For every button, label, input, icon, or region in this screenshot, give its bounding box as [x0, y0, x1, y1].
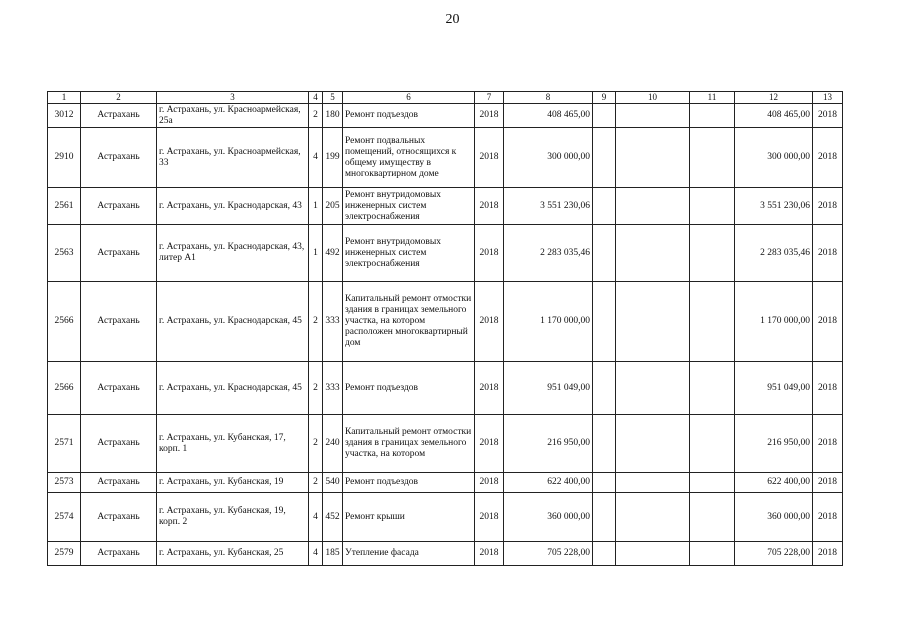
cell-col-9-value	[593, 415, 616, 473]
cell-amount: 216 950,00	[504, 415, 593, 473]
cell-address: г. Астрахань, ул. Краснодарская, 45	[157, 282, 309, 362]
cell-col-10-value	[616, 128, 690, 188]
cell-col-11-value	[690, 225, 735, 282]
cell-col-9-value	[593, 473, 616, 493]
column-header: 8	[504, 92, 593, 104]
column-header: 5	[323, 92, 343, 104]
column-header: 3	[157, 92, 309, 104]
cell-work-type: Капитальный ремонт отмостки здания в границах земельного участка, на котором расположен многоквартирный дом	[343, 282, 475, 362]
cell-amount: 1 170 000,00	[504, 282, 593, 362]
table-row	[48, 104, 843, 128]
cell-col-10-value	[616, 225, 690, 282]
cell-col-5-value: 199	[323, 128, 343, 188]
table-body	[48, 104, 843, 566]
cell-city: Астрахань	[81, 104, 157, 128]
cell-amount: 951 049,00	[504, 362, 593, 415]
cell-city: Астрахань	[81, 225, 157, 282]
cell-amount: 300 000,00	[504, 128, 593, 188]
cell-year: 2018	[475, 362, 504, 415]
cell-col-10-value	[616, 282, 690, 362]
cell-row-id: 2566	[48, 362, 81, 415]
cell-col-5-value: 540	[323, 473, 343, 493]
cell-col-5-value: 185	[323, 542, 343, 566]
cell-col-4-value: 4	[309, 542, 323, 566]
column-header: 1	[48, 92, 81, 104]
cell-total-amount: 216 950,00	[735, 415, 813, 473]
cell-col-4-value: 2	[309, 415, 323, 473]
cell-col-13-year: 2018	[813, 104, 843, 128]
capital-repair-table	[47, 91, 843, 566]
page-number: 20	[445, 12, 460, 27]
cell-total-amount: 408 465,00	[735, 104, 813, 128]
cell-total-amount: 622 400,00	[735, 473, 813, 493]
cell-year: 2018	[475, 188, 504, 225]
cell-work-type: Ремонт крыши	[343, 493, 475, 542]
column-header: 2	[81, 92, 157, 104]
cell-row-id: 2566	[48, 282, 81, 362]
cell-work-type: Ремонт подвальных помещений, относящихся к общему имуществу в многоквартирном доме	[343, 128, 475, 188]
cell-total-amount: 2 283 035,46	[735, 225, 813, 282]
cell-row-id: 2571	[48, 415, 81, 473]
cell-total-amount: 360 000,00	[735, 493, 813, 542]
cell-col-4-value: 4	[309, 128, 323, 188]
cell-row-id: 2561	[48, 188, 81, 225]
cell-total-amount: 951 049,00	[735, 362, 813, 415]
cell-col-11-value	[690, 473, 735, 493]
cell-address: г. Астрахань, ул. Кубанская, 19, корп. 2	[157, 493, 309, 542]
header-row	[48, 92, 843, 104]
cell-col-4-value: 2	[309, 473, 323, 493]
cell-address: г. Астрахань, ул. Краснодарская, 45	[157, 362, 309, 415]
column-header: 9	[593, 92, 616, 104]
cell-total-amount: 300 000,00	[735, 128, 813, 188]
cell-col-11-value	[690, 104, 735, 128]
cell-work-type: Ремонт внутридомовых инженерных систем электроснабжения	[343, 225, 475, 282]
cell-col-10-value	[616, 493, 690, 542]
cell-col-13-year: 2018	[813, 282, 843, 362]
cell-work-type: Утепление фасада	[343, 542, 475, 566]
cell-city: Астрахань	[81, 282, 157, 362]
cell-city: Астрахань	[81, 128, 157, 188]
cell-col-5-value: 205	[323, 188, 343, 225]
cell-col-9-value	[593, 188, 616, 225]
table-row	[48, 225, 843, 282]
cell-col-4-value: 2	[309, 362, 323, 415]
cell-city: Астрахань	[81, 473, 157, 493]
cell-col-10-value	[616, 415, 690, 473]
cell-col-13-year: 2018	[813, 362, 843, 415]
cell-col-13-year: 2018	[813, 225, 843, 282]
cell-col-5-value: 452	[323, 493, 343, 542]
cell-row-id: 2574	[48, 493, 81, 542]
cell-address: г. Астрахань, ул. Кубанская, 19	[157, 473, 309, 493]
cell-address: г. Астрахань, ул. Красноармейская, 25а	[157, 104, 309, 128]
table-row	[48, 128, 843, 188]
cell-amount: 408 465,00	[504, 104, 593, 128]
cell-city: Астрахань	[81, 415, 157, 473]
cell-col-9-value	[593, 128, 616, 188]
cell-col-13-year: 2018	[813, 128, 843, 188]
cell-address: г. Астрахань, ул. Кубанская, 25	[157, 542, 309, 566]
cell-amount: 2 283 035,46	[504, 225, 593, 282]
cell-col-10-value	[616, 188, 690, 225]
cell-address: г. Астрахань, ул. Краснодарская, 43, литер А1	[157, 225, 309, 282]
cell-address: г. Астрахань, ул. Краснодарская, 43	[157, 188, 309, 225]
cell-col-5-value: 240	[323, 415, 343, 473]
cell-total-amount: 1 170 000,00	[735, 282, 813, 362]
cell-col-4-value: 4	[309, 493, 323, 542]
cell-col-10-value	[616, 362, 690, 415]
cell-col-10-value	[616, 473, 690, 493]
column-header: 6	[343, 92, 475, 104]
table-row	[48, 282, 843, 362]
cell-city: Астрахань	[81, 188, 157, 225]
cell-col-13-year: 2018	[813, 415, 843, 473]
cell-row-id: 2910	[48, 128, 81, 188]
cell-year: 2018	[475, 104, 504, 128]
cell-col-9-value	[593, 225, 616, 282]
cell-col-13-year: 2018	[813, 493, 843, 542]
cell-work-type: Капитальный ремонт отмостки здания в границах земельного участка, на котором	[343, 415, 475, 473]
cell-col-5-value: 333	[323, 282, 343, 362]
cell-col-11-value	[690, 362, 735, 415]
cell-row-id: 2573	[48, 473, 81, 493]
cell-city: Астрахань	[81, 493, 157, 542]
cell-address: г. Астрахань, ул. Красноармейская, 33	[157, 128, 309, 188]
cell-year: 2018	[475, 493, 504, 542]
cell-year: 2018	[475, 282, 504, 362]
cell-row-id: 3012	[48, 104, 81, 128]
cell-col-13-year: 2018	[813, 188, 843, 225]
cell-row-id: 2563	[48, 225, 81, 282]
cell-col-11-value	[690, 282, 735, 362]
column-header: 13	[813, 92, 843, 104]
cell-col-4-value: 2	[309, 282, 323, 362]
cell-col-10-value	[616, 542, 690, 566]
cell-col-9-value	[593, 542, 616, 566]
table-row	[48, 188, 843, 225]
cell-col-11-value	[690, 493, 735, 542]
cell-year: 2018	[475, 415, 504, 473]
table-row	[48, 362, 843, 415]
cell-col-4-value: 2	[309, 104, 323, 128]
cell-amount: 360 000,00	[504, 493, 593, 542]
table-row	[48, 415, 843, 473]
cell-year: 2018	[475, 128, 504, 188]
cell-city: Астрахань	[81, 362, 157, 415]
column-header: 4	[309, 92, 323, 104]
cell-col-11-value	[690, 542, 735, 566]
cell-year: 2018	[475, 542, 504, 566]
cell-col-11-value	[690, 188, 735, 225]
cell-col-5-value: 333	[323, 362, 343, 415]
table-row	[48, 493, 843, 542]
column-header: 11	[690, 92, 735, 104]
table-row	[48, 542, 843, 566]
cell-row-id: 2579	[48, 542, 81, 566]
cell-total-amount: 3 551 230,06	[735, 188, 813, 225]
column-header: 7	[475, 92, 504, 104]
cell-col-9-value	[593, 104, 616, 128]
column-header: 10	[616, 92, 690, 104]
cell-col-10-value	[616, 104, 690, 128]
cell-total-amount: 705 228,00	[735, 542, 813, 566]
cell-work-type: Ремонт подъездов	[343, 104, 475, 128]
cell-col-11-value	[690, 415, 735, 473]
cell-col-9-value	[593, 493, 616, 542]
cell-address: г. Астрахань, ул. Кубанская, 17, корп. 1	[157, 415, 309, 473]
cell-year: 2018	[475, 225, 504, 282]
cell-col-13-year: 2018	[813, 542, 843, 566]
cell-col-13-year: 2018	[813, 473, 843, 493]
column-header: 12	[735, 92, 813, 104]
cell-year: 2018	[475, 473, 504, 493]
cell-work-type: Ремонт подъездов	[343, 362, 475, 415]
cell-col-11-value	[690, 128, 735, 188]
cell-col-4-value: 1	[309, 225, 323, 282]
cell-col-5-value: 180	[323, 104, 343, 128]
cell-col-9-value	[593, 362, 616, 415]
cell-col-4-value: 1	[309, 188, 323, 225]
cell-amount: 705 228,00	[504, 542, 593, 566]
cell-city: Астрахань	[81, 542, 157, 566]
cell-amount: 3 551 230,06	[504, 188, 593, 225]
cell-amount: 622 400,00	[504, 473, 593, 493]
table-row	[48, 473, 843, 493]
cell-work-type: Ремонт внутридомовых инженерных систем электроснабжения	[343, 188, 475, 225]
cell-col-5-value: 492	[323, 225, 343, 282]
cell-col-9-value	[593, 282, 616, 362]
cell-work-type: Ремонт подъездов	[343, 473, 475, 493]
